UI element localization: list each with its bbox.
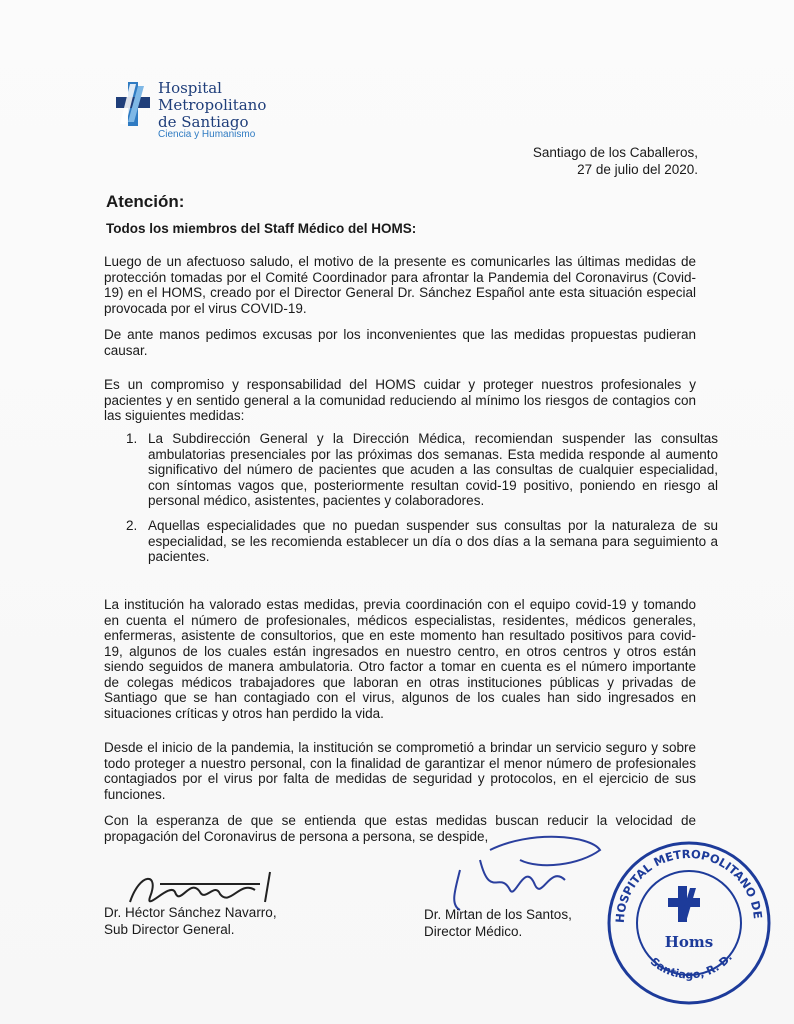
apology-paragraph: De ante manos pedimos excusas por los inconvenientes que las medidas propuestas pudieran causar. xyxy=(104,327,696,358)
svg-text:Santiago, R. D. xyxy=(648,951,735,981)
signatory-name: Dr. Héctor Sánchez Navarro, xyxy=(104,905,277,920)
measure-item xyxy=(126,518,718,565)
signatory-name: Dr. Mirtan de los Santos, xyxy=(424,907,572,922)
logo-cross-icon xyxy=(116,82,152,126)
signatory-title: Sub Director General. xyxy=(104,922,235,937)
measure-text: Aquellas especialidades que no puedan suspender sus consultas por la naturaleza de su especialidad, se les recomienda establecer un día o dos días a la semana para seguimiento a pacientes. xyxy=(148,518,718,564)
measure-item xyxy=(126,431,718,509)
valuation-paragraph: La institución ha valorado estas medidas, previa coordinación con el equipo covid-19 y tomando en cuenta el número de profesionales, médicos especialistas, residentes, médicos generales, enfermeras, asistente de consultorios, que en este momento han resultado positivos para covid-19, algunos de los cuales están ingresados en nuestro centro, en otros centros y otros están siendo seguidos de manera ambulatoria. Otro factor a tomar en cuenta es el número importante de colegas médicos trabajadores que laboran en otras instituciones públicas y privadas de Santiago que se han contagiado con el virus, algunos de los cuales han sido ingresados en situaciones críticas y otros han perdido la vida. xyxy=(104,597,696,721)
letter-date xyxy=(533,144,698,178)
closing-paragraph: Con la esperanza de que se entienda que estas medidas buscan reducir la velocidad de propagación del Coronavirus de persona a persona, se despide, xyxy=(104,813,696,844)
pandemic-commitment-paragraph: Desde el inicio de la pandemia, la institución se comprometió a brindar un servicio seguro y sobre todo proteger a nuestro personal, con la finalidad de garantizar el menor número de profesionales contagiados por el virus por falta de medidas de seguridad y protocolos, en el ejercicio de sus funciones. xyxy=(104,740,696,802)
measure-number: 1. xyxy=(126,431,138,446)
signatory-left xyxy=(104,904,277,938)
hospital-motto: Ciencia y Humanismo xyxy=(158,129,256,140)
commitment-paragraph: Es un compromiso y responsabilidad del HOMS cuidar y proteger nuestros profesionales y pacientes y en sentido general a la comunidad reduciendo al mínimo los riesgos de contagios con las siguientes medidas: xyxy=(104,377,696,423)
hospital-name: Hospital Metropolitano de Santiago xyxy=(158,79,267,131)
signatory-right xyxy=(424,906,572,940)
letter-heading: Atención: xyxy=(106,192,185,211)
stamp-seal-icon xyxy=(604,838,774,1008)
stamp-center-label: Homs xyxy=(664,933,714,951)
hospital-stamp xyxy=(604,838,774,1008)
signatory-title: Director Médico. xyxy=(424,924,523,939)
letter-recipients: Todos los miembros del Staff Médico del HOMS: xyxy=(106,221,417,236)
stamp-ring-text: HOSPITAL METROPOLITANO DE xyxy=(612,846,765,924)
hospital-logo xyxy=(116,80,276,142)
stamp-bottom-text: Santiago, R. D. xyxy=(647,951,735,982)
date-place: Santiago de los Caballeros, xyxy=(532,145,698,160)
intro-paragraph: Luego de un afectuoso saludo, el motivo de la presente es comunicarles las últimas medidas de protección tomadas por el Comité Coordinador para afrontar la Pandemia del Coronavirus (Covid-19) en el HOMS, creado por el Director General Dr. Sánchez Español ante esta situación especial provocada por el virus COVID-19. xyxy=(104,254,696,316)
date-day: 27 de julio del 2020. xyxy=(577,162,698,177)
measure-number: 2. xyxy=(126,518,138,533)
measure-text: La Subdirección General y la Dirección Médica, recomiendan suspender las consultas ambulatorias presenciales por las próximas dos semanas. Esta medida responde al aumento significativo del número de pacientes que acuden a las consultas de cualquier especialidad, con síntomas vagos que, posteriormente resultan covid-19 positivo, poniendo en riesgo al personal médico, asistentes, pacientes y colaboradores. xyxy=(148,431,718,508)
